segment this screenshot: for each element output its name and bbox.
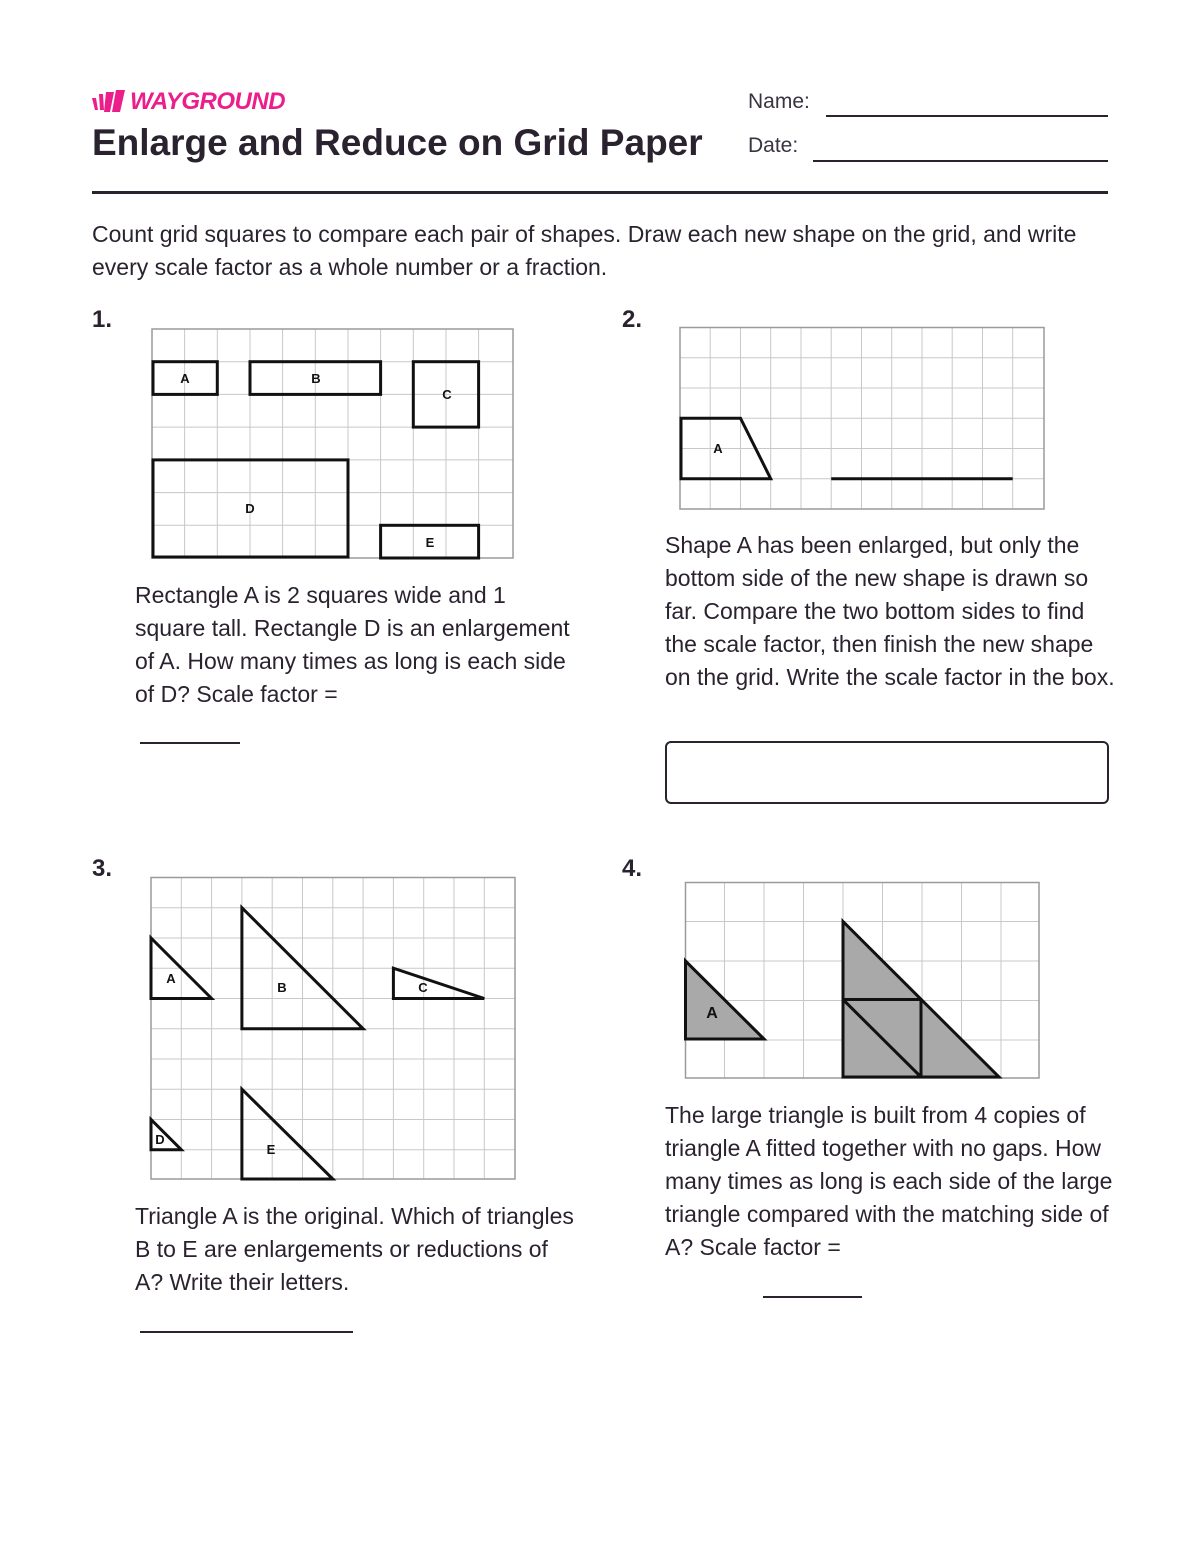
rectangle-e-label: E — [425, 535, 435, 550]
question-2-answer-box[interactable] — [665, 741, 1109, 804]
triangle-e — [242, 1089, 333, 1179]
triangle-d-label: D — [155, 1132, 165, 1147]
triangle-a-label: A — [706, 1005, 718, 1022]
question-4-answer-line[interactable] — [763, 1296, 862, 1298]
rectangle-b-label: B — [311, 371, 321, 386]
instructions: Count grid squares to compare each pair of shapes. Draw each new shape on the grid, and write every scale factor as a whole number or a fraction. — [92, 221, 1077, 280]
name-label: Name: — [748, 90, 810, 113]
brand-name: WAYGROUND — [130, 88, 286, 115]
question-4-number: 4. — [622, 855, 643, 882]
large-triangle — [843, 922, 999, 1078]
question-2-text: Shape A has been enlarged, but only the bottom side of the new shape is drawn so far. Compare the two bottom sides to find the scale factor, then finish the new shape on the grid. Write the scale factor in the box. — [665, 532, 1115, 690]
worksheet-title: Enlarge and Reduce on Grid Paper — [92, 122, 703, 163]
rectangle-d-label: D — [245, 501, 255, 516]
question-3-grid — [149, 876, 517, 1181]
wayground-logo-icon — [92, 90, 126, 114]
question-4-text: The large triangle is built from 4 copies of triangle A fitted together with no gaps. How many times as long is each side of the large triangle compared with the matching side of A? Scale factor = — [665, 1102, 1113, 1260]
question-4-grid — [684, 881, 1041, 1080]
question-1-answer-line[interactable] — [140, 742, 240, 744]
question-3-answer-line[interactable] — [140, 1331, 353, 1333]
date-label: Date: — [748, 134, 799, 157]
grid-lines — [152, 329, 513, 558]
date-field[interactable] — [813, 160, 1108, 162]
brand-logo — [92, 88, 285, 116]
question-1-text: Rectangle A is 2 squares wide and 1 square tall. Rectangle D is an enlargement of A. How many times as long is each side of D? Scale factor = — [135, 582, 570, 707]
triangle-c — [393, 968, 484, 998]
question-3-number: 3. — [92, 855, 113, 882]
question-2-number: 2. — [622, 306, 643, 333]
header-divider — [92, 191, 1108, 194]
triangle-b-label: B — [277, 980, 287, 995]
name-field[interactable] — [826, 115, 1108, 117]
triangle-e-label: E — [266, 1142, 276, 1157]
rectangle-a-label: A — [180, 371, 190, 386]
question-1-grid — [150, 327, 516, 560]
triangle-c-label: C — [418, 980, 428, 995]
triangle-a-label: A — [166, 971, 176, 986]
question-3-text: Triangle A is the original. Which of triangles B to E are enlargements or reductions of A? Write their letters. — [135, 1203, 574, 1295]
question-1-number: 1. — [92, 306, 113, 333]
rectangle-c-label: C — [442, 387, 452, 402]
shape-a-label: A — [713, 441, 723, 456]
question-2-grid — [678, 326, 1046, 511]
